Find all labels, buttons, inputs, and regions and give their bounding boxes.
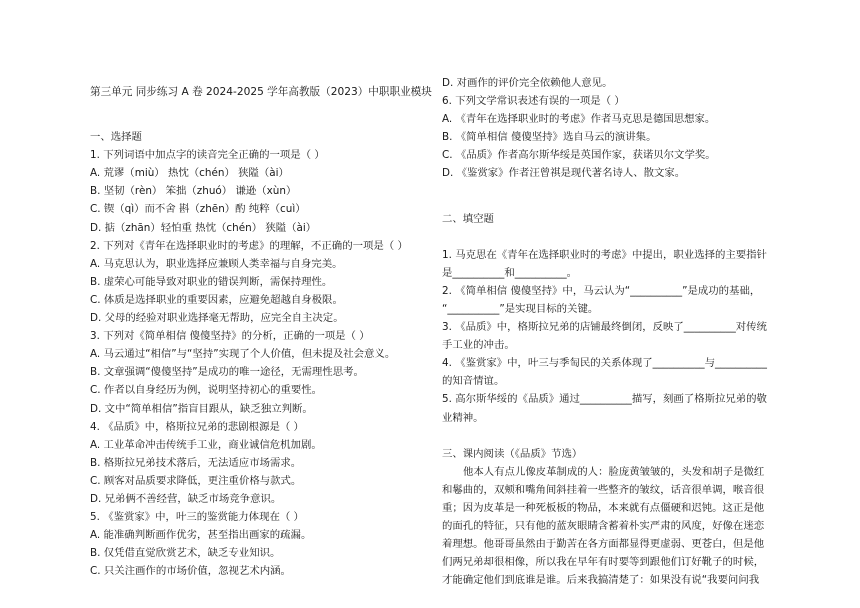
reading-line: 才能确定他们到底谁是谁。后来我搞清楚了：如果没有说“我要问问我 [442, 574, 760, 587]
question-5-option-c: C. 只关注画作的市场价值，忽视艺术内涵。 [90, 565, 291, 578]
fill-line: 3. 《品质》中，格斯拉兄弟的店铺最终倒闭，反映了__________对传统 [442, 321, 767, 334]
question-3-option-b: B. 文章强调“傻傻坚持”是成功的唯一途径，无需理性思考。 [90, 366, 364, 379]
question-6-stem: 6. 下列文学常识表述有误的一项是（ ） [442, 95, 625, 108]
question-1-option-d: D. 掂（zhān）轻怕重 热忱（chén） 狭隘（ài） [90, 221, 317, 234]
fill-line: 1. 马克思在《青年在选择职业时的考虑》中提出，职业选择的主要指针 [442, 248, 767, 261]
question-1-stem: 1. 下列词语中加点字的读音完全正确的一项是（ ） [90, 149, 325, 162]
question-2-option-d: D. 父母的经验对职业选择毫无帮助，应完全自主决定。 [90, 312, 344, 325]
fill-line: 手工业的冲击。 [442, 339, 515, 352]
question-1-option-a: A. 荒谬（miù） 热忱（chén） 狭隘（ài） [90, 167, 289, 180]
question-5-option-b: B. 仅凭借直觉欣赏艺术，缺乏专业知识。 [90, 547, 281, 560]
question-6-option-d: D. 《鉴赏家》作者汪曾祺是现代著名诗人、散文家。 [442, 167, 686, 180]
question-3-option-c: C. 作者以自身经历为例，说明坚持初心的重要性。 [90, 384, 323, 397]
section-heading-reading: 三、课内阅读（《品质》节选） [442, 447, 583, 460]
question-5-option-d: D. 对画作的评价完全依赖他人意见。 [442, 77, 613, 89]
reading-line: 他本人有点儿像皮革制成的人：脸庞黄皱皱的，头发和胡子是微红 [463, 465, 765, 478]
left-column [90, 0, 430, 580]
question-6-option-b: B. 《简单相信 傻傻坚持》选自马云的演讲集。 [442, 131, 657, 144]
right-column [442, 0, 782, 589]
reading-line: 和鬈曲的，双颊和嘴角间斜挂着一些整齐的皱纹，话音很单调，喉音很 [442, 483, 765, 496]
question-5-stem: 5. 《鉴赏家》中，叶三的鉴赏能力体现在（ ） [90, 511, 304, 524]
question-3-stem: 3. 下列对《简单相信 傻傻坚持》的分析，正确的一项是（ ） [90, 330, 370, 343]
question-2-stem: 2. 下列对《青年在选择职业时的考虑》的理解，不正确的一项是（ ） [90, 239, 408, 252]
fill-line: 的知音情谊。 [442, 375, 505, 388]
question-4-option-a: A. 工业革命冲击传统手工业，商业诚信危机加剧。 [90, 438, 322, 451]
document-title: 第三单元 同步练习 A 卷 2024-2025 学年高教版（2023）中职职业模块 [90, 86, 432, 98]
question-4-option-d: D. 兄弟俩不善经营，缺乏市场竞争意识。 [90, 492, 282, 505]
fill-line: 2. 《简单相信 傻傻坚持》中，马云认为“__________”是成功的基础， [442, 284, 761, 297]
question-4-stem: 4. 《品质》中，格斯拉兄弟的悲剧根源是（ ） [90, 420, 304, 433]
fill-line: 4. 《鉴赏家》中，叶三与季匋民的关系体现了__________与__________ [442, 357, 767, 370]
section-heading-choice: 一、选择题 [90, 131, 142, 144]
reading-line: 重；因为皮革是一种死板板的物品，本来就有点僵硬和迟钝。这正是他 [442, 501, 765, 514]
fill-line: 业精神。 [442, 411, 484, 424]
question-4-option-c: C. 顾客对品质要求降低，更注重价格与款式。 [90, 474, 302, 487]
reading-line: 的面孔的特征，只有他的蓝灰眼睛含蓄着朴实严肃的风度，好像在迷恋 [442, 519, 765, 532]
fill-line: “__________”是实现目标的关键。 [442, 302, 599, 315]
question-3-option-d: D. 文中“简单相信”指盲目跟从，缺乏独立判断。 [90, 402, 313, 415]
question-5-option-a: A. 能准确判断画作优劣，甚至指出画家的疏漏。 [90, 529, 312, 542]
section-heading-fill: 二、填空题 [442, 212, 494, 225]
fill-line: 是__________和__________。 [442, 266, 578, 279]
reading-line: 着理想。他哥哥虽然由于勤苦在各方面都显得更虚弱、更苍白，但是他 [442, 538, 765, 551]
question-3-option-a: A. 马云通过“相信”与“坚持”实现了个人价值，但未提及社会意义。 [90, 348, 396, 361]
question-1-option-b: B. 坚韧（rèn） 笨拙（zhuó） 谦逊（xùn） [90, 185, 297, 198]
question-2-option-a: A. 马克思认为，职业选择应兼顾人类幸福与自身完美。 [90, 257, 343, 270]
question-6-option-c: C. 《品质》作者高尔斯华绥是英国作家，获诺贝尔文学奖。 [442, 149, 716, 162]
reading-line: 们两兄弟却很相像，所以我在早年有时要等到跟他们订好靴子的时候， [442, 556, 765, 569]
question-2-option-c: C. 体质是选择职业的重要因素，应避免超越自身极限。 [90, 293, 343, 306]
question-4-option-b: B. 格斯拉兄弟技术落后，无法适应市场需求。 [90, 456, 302, 469]
question-1-option-c: C. 锲（qì）而不舍 斟（zhēn）酌 纯粹（cuì） [90, 203, 306, 216]
question-2-option-b: B. 虚荣心可能导致对职业的错误判断，需保持理性。 [90, 275, 333, 288]
question-6-option-a: A. 《青年在选择职业时的考虑》作者马克思是德国思想家。 [442, 113, 716, 126]
fill-line: 5. 高尔斯华绥的《品质》通过__________描写，刻画了格斯拉兄弟的敬 [442, 393, 767, 406]
